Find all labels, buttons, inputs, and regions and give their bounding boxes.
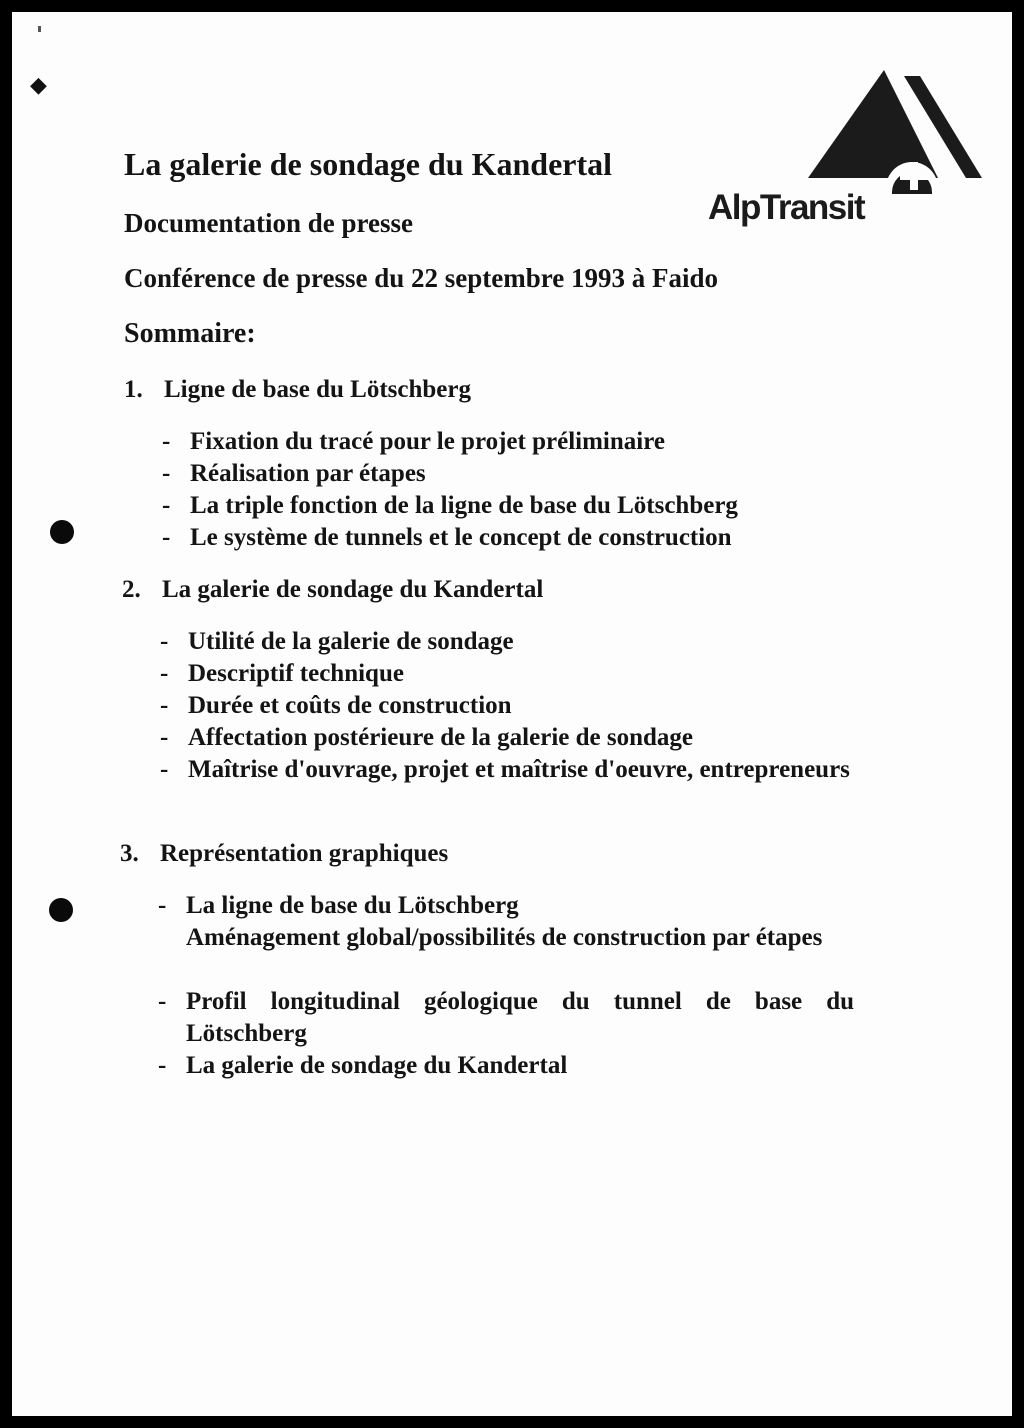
document-page — [12, 12, 1012, 1416]
section-title: La galerie de sondage du Kandertal — [162, 576, 544, 603]
conference-line: Conférence de presse du 22 septembre 1993 à Faido — [124, 263, 718, 293]
bullet-dash: - — [158, 892, 167, 919]
list-item-text: Descriptif technique — [188, 660, 404, 687]
list-item-text: Profil longitudinal géologique du tunnel de base du Lötschberg — [186, 988, 854, 1047]
logo-wordmark: AlpTransit — [708, 188, 865, 227]
section-number: 2. — [122, 576, 141, 603]
bullet-dash: - — [160, 724, 169, 751]
bullet-dash: - — [160, 756, 169, 783]
list-item-text: Utilité de la galerie de sondage — [188, 628, 514, 655]
bullet-dash: - — [158, 1052, 167, 1079]
punch-hole — [49, 898, 73, 922]
document-title: La galerie de sondage du Kandertal — [124, 146, 613, 182]
scan-mark-small — [38, 26, 41, 32]
document-subtitle: Documentation de presse — [124, 208, 413, 238]
bullet-dash: - — [162, 428, 171, 455]
bullet-dash: - — [162, 524, 171, 551]
list-item-text: Maîtrise d'ouvrage, projet et maîtrise d'oeuvre, entrepreneurs — [188, 756, 850, 783]
list-item-text: Fixation du tracé pour le projet préliminaire — [190, 428, 665, 455]
list-item-text: La ligne de base du Lötschberg — [186, 892, 519, 919]
list-item-text: Le système de tunnels et le concept de construction — [190, 524, 732, 551]
scan-mark: ◆ — [30, 72, 47, 97]
bullet-dash: - — [158, 988, 167, 1015]
section-title: Ligne de base du Lötschberg — [164, 376, 471, 403]
bullet-dash: - — [162, 492, 171, 519]
bullet-dash: - — [162, 460, 171, 487]
list-item-text: Affectation postérieure de la galerie de sondage — [188, 724, 693, 751]
list-item-text: Aménagement global/possibilités de construction par étapes — [186, 924, 823, 951]
section-number: 1. — [124, 376, 143, 403]
section-number: 3. — [120, 840, 139, 867]
bullet-dash: - — [160, 660, 169, 687]
list-item-text: Durée et coûts de construction — [188, 692, 512, 719]
toc-heading: Sommaire: — [124, 318, 256, 349]
alptransit-logo — [708, 70, 988, 230]
list-item-text: La galerie de sondage du Kandertal — [186, 1052, 568, 1079]
punch-hole — [50, 520, 74, 544]
list-item-text: La triple fonction de la ligne de base du Lötschberg — [190, 492, 738, 519]
section-title: Représentation graphiques — [160, 840, 449, 867]
bullet-dash: - — [160, 692, 169, 719]
list-item-text: Réalisation par étapes — [190, 460, 426, 487]
bullet-dash: - — [160, 628, 169, 655]
